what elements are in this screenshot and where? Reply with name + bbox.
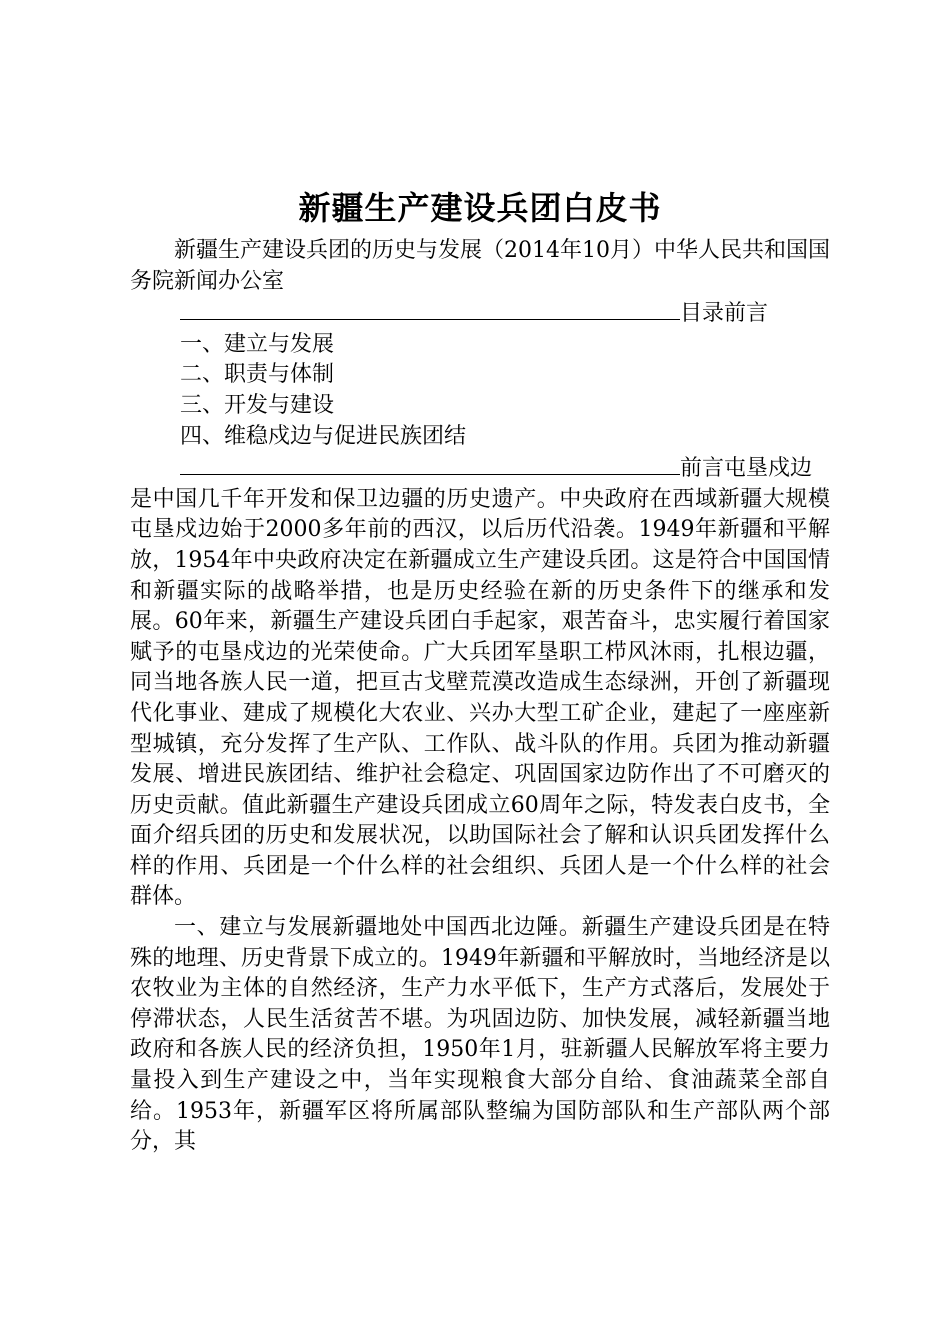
preface-underline [180, 452, 680, 475]
toc-item: 二、职责与体制 [180, 362, 335, 388]
toc-item: 三、开发与建设 [180, 392, 335, 418]
preface-lead: 前言屯垦戍边 [680, 456, 813, 482]
section-1-paragraph: 一、建立与发展新疆地处中国西北边陲。新疆生产建设兵团是在特殊的地理、历史背景下成立的。1949年新疆和平解放时，当地经济是以农牧业为主体的自然经济，生产力水平低下，生产方式落后，发展处于停滞状态，人民生活贫苦不堪。为巩固边防、加快发展，减轻新疆当地政府和各族人民的经济负担，1950年1月，驻新疆人民解放军将主要力量投入到生产建设之中，当年实现粮食大部分自给、食油蔬菜全部自给。1953年，新疆军区将所属部队整编为国防部队和生产部队两个部分，其 [130, 915, 830, 1155]
toc-heading: 目录前言 [680, 301, 769, 327]
intro-paragraph: 新疆生产建设兵团的历史与发展（2014年10月）中华人民共和国国务院新闻办公室 [130, 238, 830, 294]
document-page [130, 186, 830, 1158]
toc-underline [180, 297, 680, 320]
toc-item: 一、建立与发展 [180, 331, 335, 357]
preface-lead-line [130, 452, 830, 485]
preface-paragraph: 是中国几千年开发和保卫边疆的历史遗产。中央政府在西域新疆大规模屯垦戍边始于2000多年前的西汉，以后历代沿袭。1949年新疆和平解放，1954年中央政府决定在新疆成立生产建设兵团。这是符合中国国情和新疆实际的战略举措，也是历史经验在新的历史条件下的继承和发展。60年来，新疆生产建设兵团白手起家，艰苦奋斗，忠实履行着国家赋予的屯垦戍边的光荣使命。广大兵团军垦职工栉风沐雨，扎根边疆，同当地各族人民一道，把亘古戈壁荒漠改造成生态绿洲，开创了新疆现代化事业、建成了规模化大农业、兴办大型工矿企业，建起了一座座新型城镇，充分发挥了生产队、工作队、战斗队的作用。兵团为推动新疆发展、增进民族团结、维护社会稳定、巩固国家边防作出了不可磨灭的历史贡献。值此新疆生产建设兵团成立60周年之际，特发表白皮书，全面介绍兵团的历史和发展状况，以助国际社会了解和认识兵团发挥什么样的作用、兵团是一个什么样的社会组织、兵团人是一个什么样的社会群体。 [130, 486, 830, 910]
toc-item: 四、维稳戍边与促进民族团结 [180, 423, 467, 449]
toc-heading-line [130, 297, 830, 330]
document-title: 新疆生产建设兵团白皮书 [298, 189, 662, 227]
